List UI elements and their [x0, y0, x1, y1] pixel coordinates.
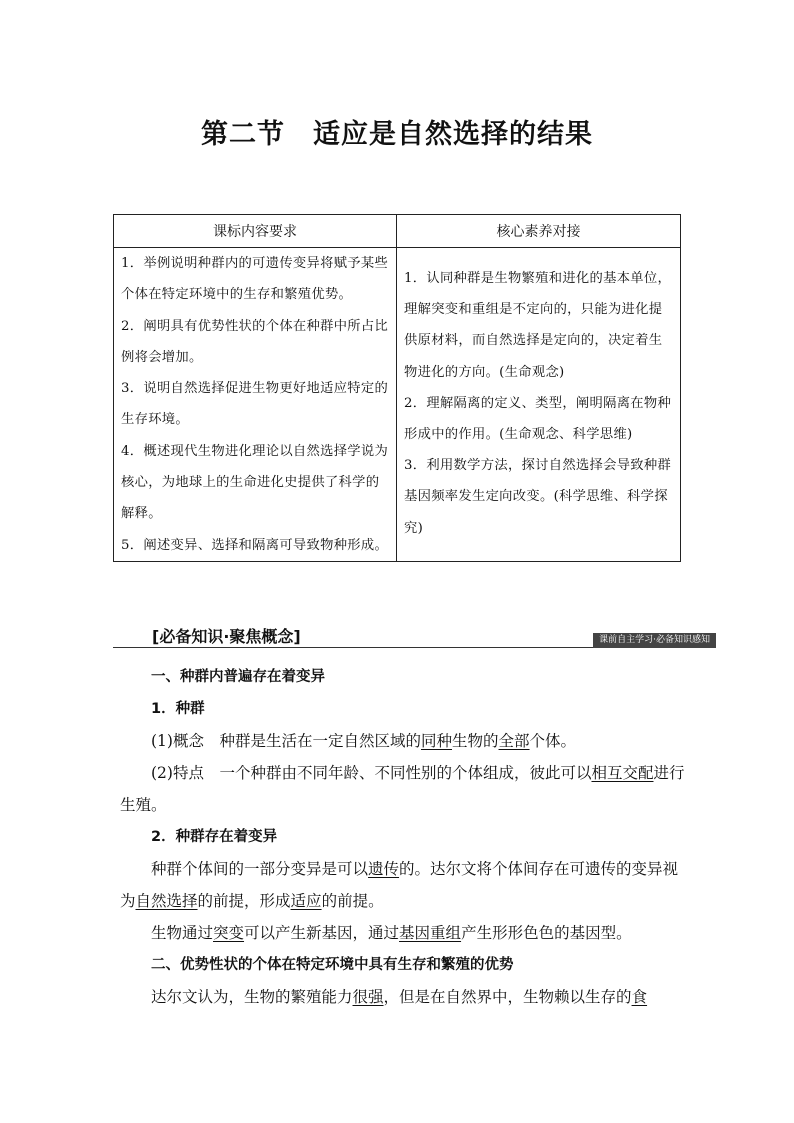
section-header [113, 625, 716, 653]
table-row [114, 248, 681, 562]
requirement-item: 1．举例说明种群内的可遗传变异将赋予某些个体在特定环境中的生存和繁殖优势。 [121, 256, 389, 303]
text-span: 种群是生活在一定自然区域的 [219, 732, 421, 750]
paragraph-mutation [120, 917, 685, 949]
subheading-variation: 2．种群存在着变异 [151, 829, 278, 845]
paragraph-variation [120, 853, 685, 917]
text-span: 可以产生新基因，通过 [244, 924, 400, 942]
body-content [120, 661, 685, 1013]
heading-2: 二、优势性状的个体在特定环境中具有生存和繁殖的优势 [151, 957, 514, 973]
standards-table [113, 214, 681, 562]
concept-label: (1)概念 [151, 732, 204, 750]
text-span: 产生形形色色的基因型。 [461, 924, 632, 942]
text-span: 一个种群由不同年龄、不同性别的个体组成，彼此可以 [219, 764, 592, 782]
heading-1: 一、种群内普遍存在着变异 [151, 669, 325, 685]
section-tag: 课前自主学习·必备知识感知 [593, 633, 716, 648]
underlined-term: 遗传 [368, 860, 400, 878]
underlined-term: 突变 [213, 924, 245, 942]
underlined-term: 基因重组 [399, 924, 462, 942]
requirement-item: 2．阐明具有优势性状的个体在种群中所占比例将会增加。 [121, 318, 389, 365]
text-span: 生物通过 [151, 924, 214, 942]
competency-item: 3．利用数学方法，探讨自然选择会导致种群基因频率发生定向改变。(科学思维、科学探究) [404, 458, 672, 536]
underlined-term: 同种 [420, 732, 452, 750]
requirement-item: 3．说明自然选择促进生物更好地适应特定的生存环境。 [121, 381, 389, 428]
underlined-term: 相互交配 [591, 764, 654, 782]
paragraph-reproduction [120, 981, 685, 1013]
text-span: 进行生殖。 [120, 764, 685, 814]
core-competencies-cell [397, 248, 681, 562]
text-span: 的前提。 [321, 892, 384, 910]
header-core-competencies: 核心素养对接 [397, 215, 681, 248]
subheading-population: 1．种群 [151, 701, 205, 717]
section-title: [必备知识·聚焦概念] [152, 627, 301, 646]
underlined-term: 自然选择 [135, 892, 198, 910]
feature-label: (2)特点 [151, 764, 204, 782]
curriculum-requirements-cell [114, 248, 397, 562]
underlined-term: 全部 [498, 732, 530, 750]
paragraph-feature [120, 757, 685, 821]
text-span: 的前提，形成 [197, 892, 291, 910]
page-title: 第二节 适应是自然选择的结果 [201, 119, 593, 150]
requirement-item: 4．概述现代生物进化理论以自然选择学说为核心，为地球上的生命进化史提供了科学的解释。 [121, 443, 389, 522]
text-span: 个体。 [529, 732, 577, 750]
competency-item: 2．理解隔离的定义、类型，阐明隔离在物种形成中的作用。(生命观念、科学思维) [404, 395, 672, 443]
paragraph-concept [120, 725, 685, 757]
underlined-term: 适应 [290, 892, 322, 910]
text-span: 达尔文认为，生物的繁殖能力 [151, 988, 353, 1006]
text-span: 种群个体间的一部分变异是可以 [151, 860, 369, 878]
table-header-row [114, 215, 681, 248]
header-curriculum-requirements: 课标内容要求 [114, 215, 397, 248]
underlined-term: 很强 [352, 988, 384, 1006]
underlined-term: 食 [631, 988, 648, 1006]
requirement-item: 5．阐述变异、选择和隔离可导致物种形成。 [121, 537, 389, 553]
text-span: 生物的 [452, 732, 499, 750]
text-span: ，但是在自然界中，生物赖以生存的 [383, 988, 632, 1006]
text-span: 的。达尔文将个体间存在可遗传的变异视为 [120, 860, 679, 910]
competency-item: 1．认同种群是生物繁殖和进化的基本单位，理解突变和重组是不定向的，只能为进化提供原材料，而自然选择是定向的，决定着生物进化的方向。(生命观念) [404, 271, 672, 380]
